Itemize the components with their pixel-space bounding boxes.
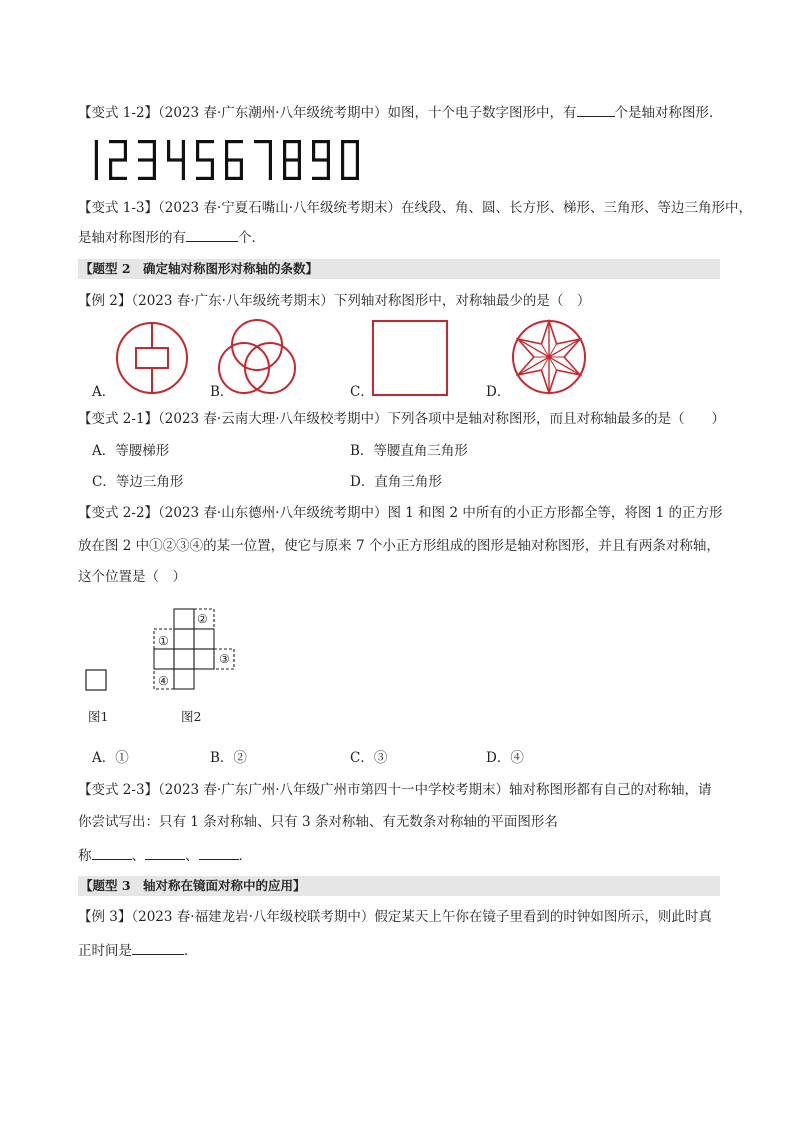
option-b-label[interactable]: B． [210, 384, 234, 400]
question-example-2: 【例 2】（2023 春·广东·八年级统考期末）下列轴对称图形中，对称轴最少的是（ ） [78, 293, 591, 309]
digit-4 [167, 140, 185, 180]
question-example-3-line1: 【例 3】（2023 春·福建龙岩·八年级校联考期中）假定某天上午你在镜子里看到的时钟如图所示，则此时真 [78, 909, 712, 925]
option-a-label[interactable]: A． [92, 384, 116, 400]
figure-1-caption: 图1 [88, 709, 109, 724]
section-header-type-3: 【题型 3 轴对称在镜面对称中的应用】 [78, 876, 720, 896]
option-a[interactable]: A．① [92, 750, 129, 766]
question-variant-2-3-line2: 你尝试写出：只有 1 条对称轴、只有 3 条对称轴、有无数条对称轴的平面图形名 [78, 814, 558, 830]
digit-5 [196, 140, 214, 180]
option-d[interactable]: D．直角三角形 [350, 474, 442, 490]
question-variant-2-3-line1: 【变式 2-3】（2023 春·广东广州·八年级广州市第四十一中学校考期末）轴对称图形都有自己的对称轴，请 [78, 782, 712, 798]
mark-4: ④ [158, 674, 169, 688]
option-c[interactable]: C．等边三角形 [92, 474, 184, 490]
question-variant-1-3-line2: 是轴对称图形的有 个． [78, 227, 265, 248]
digit-3 [138, 140, 156, 180]
figure-star-in-circle [510, 318, 588, 396]
question-variant-2-2-line1: 【变式 2-2】（2023 春·山东德州·八年级统考期中）图 1 和图 2 中所有的小正方形都全等，将图 1 的正方形 [78, 505, 723, 521]
figure-1-square [85, 669, 107, 691]
question-example-3-line2: 正时间是 ． [78, 940, 198, 961]
answer-blank-3[interactable] [199, 845, 239, 860]
question-variant-2-2-line2: 放在图 2 中①②③④的某一位置，使它与原来 7 个小正方形组成的图形是轴对称图形，并且有两条对称轴， [78, 538, 720, 554]
option-a[interactable]: A．等腰梯形 [92, 443, 170, 459]
answer-blank[interactable] [186, 227, 238, 242]
answer-blank-1[interactable] [92, 845, 132, 860]
option-d-label[interactable]: D． [486, 384, 511, 400]
digit-9 [312, 140, 330, 180]
section-header-type-2: 【题型 2 确定轴对称图形对称轴的条数】 [78, 259, 720, 279]
answer-blank[interactable] [577, 102, 615, 117]
digit-6 [225, 140, 243, 180]
figure-coin-circle [114, 320, 190, 396]
question-variant-2-3-line3: 称 、 、 ． [78, 845, 252, 866]
figure-square [372, 320, 448, 396]
option-b[interactable]: B．② [210, 750, 247, 766]
answer-blank[interactable] [132, 940, 184, 955]
digit-8 [283, 140, 301, 180]
digit-2 [109, 140, 127, 180]
option-d[interactable]: D．④ [486, 750, 524, 766]
answer-blank-2[interactable] [145, 845, 185, 860]
digit-7 [254, 140, 272, 180]
seven-segment-digits [78, 138, 368, 182]
question-variant-1-3-line1: 【变式 1-3】（2023 春·宁夏石嘴山·八年级统考期末）在线段、角、圆、长方形、梯形、三角形、等边三角形中， [78, 200, 753, 216]
digit-1 [95, 140, 98, 180]
figure-2-caption: 图2 [181, 709, 202, 724]
question-variant-2-2-line3: 这个位置是（ ） [78, 569, 186, 585]
mark-2: ② [197, 612, 208, 626]
digit-0 [341, 140, 359, 180]
mark-3: ③ [219, 652, 230, 666]
option-c[interactable]: C．③ [350, 750, 388, 766]
option-b[interactable]: B．等腰直角三角形 [350, 443, 468, 459]
question-variant-2-1: 【变式 2-1】（2023 春·云南大理·八年级校考期中）下列各项中是轴对称图形，而且对称轴最多的是（ ） [78, 411, 726, 427]
mark-1: ① [158, 634, 169, 648]
option-c-label[interactable]: C． [350, 384, 374, 400]
question-variant-1-2: 【变式 1-2】（2023 春·广东潮州·八年级统考期中）如图，十个电子数字图形中，有 个是轴对称图形． [78, 102, 723, 123]
